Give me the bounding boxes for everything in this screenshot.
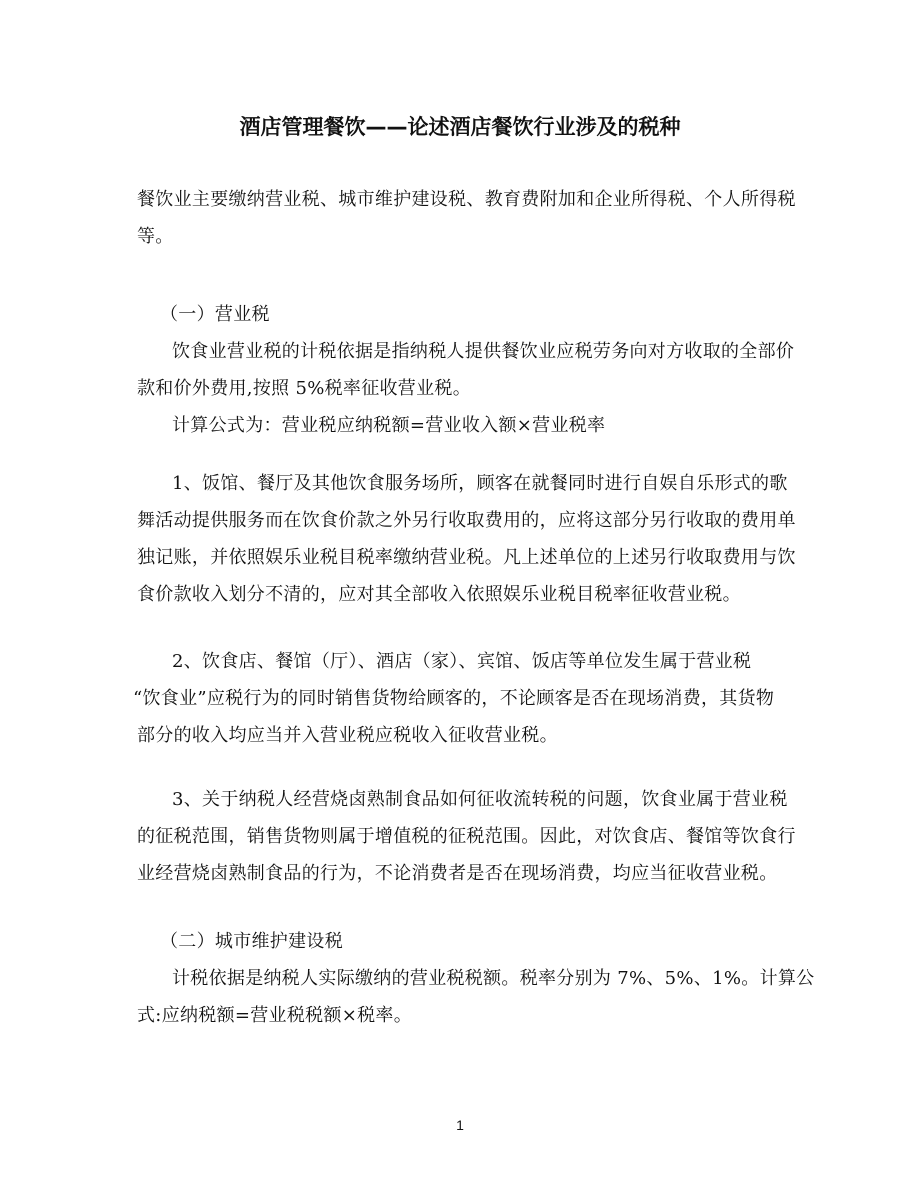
paragraph-line: 的征税范围，销售货物则属于增值税的征税范围。因此，对饮食店、餐馆等饮食行 xyxy=(137,826,796,847)
paragraph-line: 2、饮食店、餐馆（厅）、酒店（家）、宾馆、饭店等单位发生属于营业税 xyxy=(172,651,752,672)
paragraph-line: 业经营烧卤熟制食品的行为，不论消费者是否在现场消费，均应当征收营业税。 xyxy=(137,863,778,884)
intro-line: 等。 xyxy=(137,226,174,247)
paragraph-line: 舞活动提供服务而在饮食价款之外另行收取费用的，应将这部分另行收取的费用单 xyxy=(137,510,796,531)
paragraph-line: 式:应纳税额=营业税税额×税率。 xyxy=(137,1005,413,1026)
formula-line: 计算公式为：营业税应纳税额=营业收入额×营业税率 xyxy=(172,415,606,436)
intro-line: 餐饮业主要缴纳营业税、城市维护建设税、教育费附加和企业所得税、个人所得税 xyxy=(137,189,796,210)
paragraph-line: “饮食业”应税行为的同时销售货物给顾客的，不论顾客是否在现场消费，其货物 xyxy=(133,688,775,709)
paragraph-line: 1、饭馆、餐厅及其他饮食服务场所，顾客在就餐同时进行自娱自乐形式的歌 xyxy=(172,473,788,494)
paragraph-line: 计税依据是纳税人实际缴纳的营业税税额。税率分别为 7%、5%、1%。计算公 xyxy=(172,968,815,989)
paragraph-line: 部分的收入均应当并入营业税应税收入征收营业税。 xyxy=(137,725,558,746)
page-number: 1 xyxy=(456,1117,464,1133)
section-heading: （二）城市维护建设税 xyxy=(160,931,343,952)
document-title: 酒店管理餐饮——论述酒店餐饮行业涉及的税种 xyxy=(239,115,681,139)
paragraph-line: 款和价外费用,按照 5%税率征收营业税。 xyxy=(137,378,471,399)
paragraph-line: 3、关于纳税人经营烧卤熟制食品如何征收流转税的问题，饮食业属于营业税 xyxy=(172,789,788,810)
paragraph-line: 食价款收入划分不清的，应对其全部收入依照娱乐业税目税率征收营业税。 xyxy=(137,584,741,605)
paragraph-line: 独记账，并依照娱乐业税目税率缴纳营业税。凡上述单位的上述另行收取费用与饮 xyxy=(137,547,796,568)
section-heading: （一）营业税 xyxy=(160,304,270,325)
paragraph-line: 饮食业营业税的计税依据是指纳税人提供餐饮业应税劳务向对方收取的全部价 xyxy=(172,341,795,362)
